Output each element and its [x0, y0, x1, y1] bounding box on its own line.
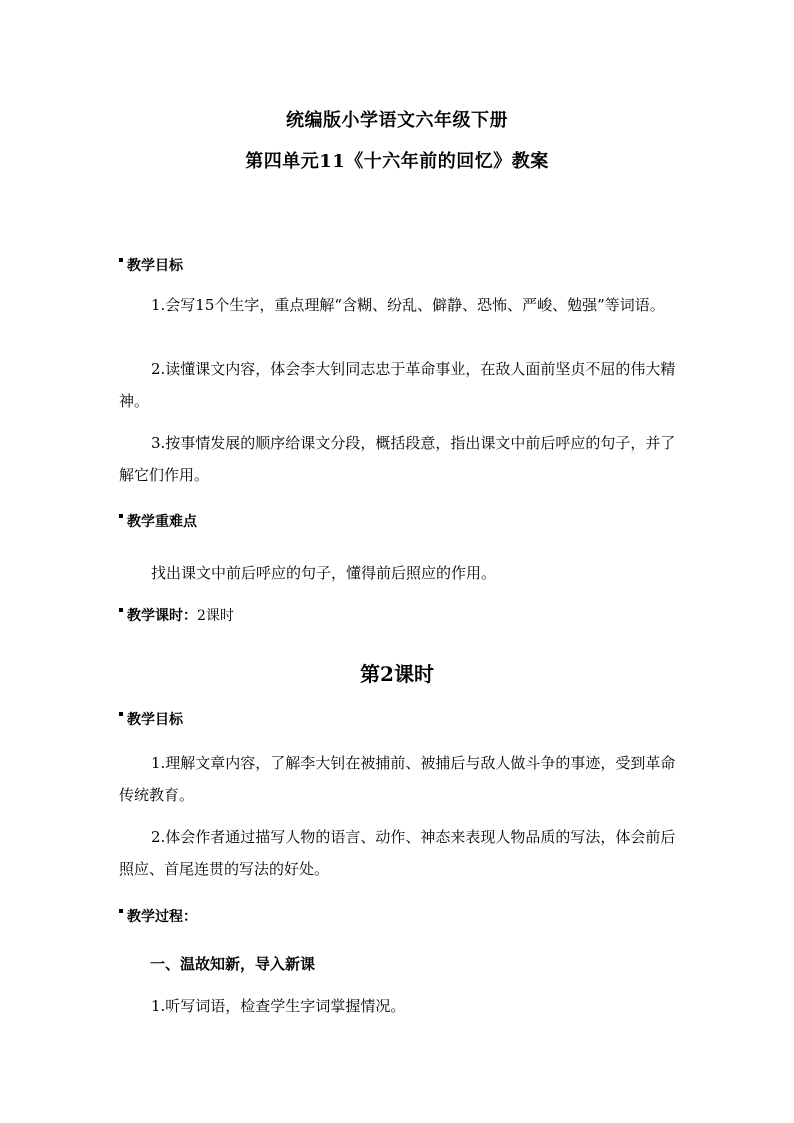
heading-label: 教学重难点: [127, 514, 197, 530]
section-title: 一、温故知新，导入新课: [150, 955, 316, 973]
goal-item: 1.会写15个生字，重点理解“含糊、纷乱、僻静、恐怖、严峻、勉强”等词语。: [151, 296, 665, 314]
goal-item: 3.按事情发展的顺序给课文分段，概括段意，指出课文中前后呼应的句子，并了解它们作用。: [119, 434, 676, 484]
teaching-process-heading: [119, 906, 197, 926]
key-points-heading: [119, 511, 197, 531]
heading-label: 教学课时：: [127, 608, 197, 624]
bullet-icon: [119, 514, 123, 518]
session-goal-item: 2.体会作者通过描写人物的语言、动作、神态来表现人物品质的写法，体会前后照应、首尾连贯的写法的好处。: [119, 828, 676, 878]
section-item: 1.听写词语，检查学生字词掌握情况。: [151, 997, 406, 1015]
heading-label: 教学目标: [127, 712, 183, 728]
bullet-icon: [119, 712, 123, 716]
session-goals-heading: [119, 709, 183, 729]
bullet-icon: [119, 608, 123, 612]
bullet-icon: [119, 909, 123, 913]
session-goal-item: 1.理解文章内容，了解李大钊在被捕前、被捕后与敌人做斗争的事迹，受到革命传统教育。: [119, 754, 676, 804]
class-hours-value: 2课时: [197, 608, 234, 624]
heading-label: 教学目标: [127, 258, 183, 274]
bullet-icon: [119, 258, 123, 262]
document-title-line2: 第四单元11《十六年前的回忆》教案: [245, 151, 549, 172]
document-title-line1: 统编版小学语文六年级下册: [286, 110, 508, 131]
session-title: 第2课时: [360, 662, 434, 686]
heading-label: 教学过程：: [127, 909, 197, 925]
class-hours-heading: [119, 605, 234, 625]
teaching-goals-heading: [119, 255, 183, 275]
goal-item: 2.读懂课文内容，体会李大钊同志忠于革命事业，在敌人面前坚贞不屈的伟大精神。: [119, 360, 676, 410]
key-points-text: 找出课文中前后呼应的句子，懂得前后照应的作用。: [151, 564, 497, 582]
